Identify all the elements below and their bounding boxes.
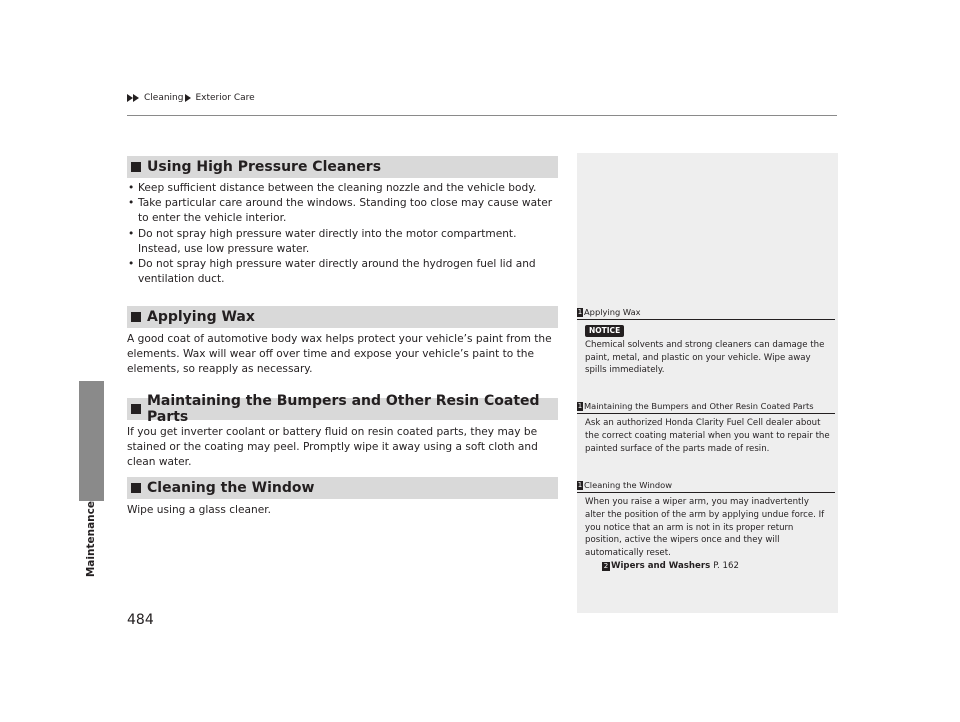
section-heading-bumpers [127, 393, 558, 425]
note-marker-icon: 1 [577, 307, 583, 316]
window-paragraph: Wipe using a glass cleaner. [127, 504, 271, 516]
list-item: • Take particular care around the windows. Standing too close may cause water to enter the vehicle interior. [127, 196, 559, 226]
note-title-row [577, 479, 835, 492]
wax-paragraph-block [127, 332, 559, 378]
note-cleaning-window [577, 479, 835, 571]
breadcrumb [127, 93, 255, 103]
section-title: Using High Pressure Cleaners [147, 159, 382, 175]
square-bullet-icon [131, 162, 141, 172]
notice-badge: NOTICE [585, 325, 624, 337]
note-text: Ask an authorized Honda Clarity Fuel Cell dealer about the correct coating material when you want to repair the painted surface of the parts made of resin. [585, 418, 830, 454]
square-bullet-icon [131, 404, 141, 414]
double-arrow-icon [127, 94, 141, 102]
window-paragraph-block [127, 503, 559, 518]
cross-reference-link[interactable] [585, 560, 830, 573]
section-title: Cleaning the Window [147, 480, 315, 496]
note-text: When you raise a wiper arm, you may inadvertently alter the position of the arm by applying undue force. If you notice that an arm is not in its proper return position, active the wipers once and they will automatically reset. [585, 497, 825, 559]
note-title: Cleaning the Window [584, 480, 672, 490]
chapter-tab [80, 501, 102, 601]
note-title-row [577, 306, 835, 319]
header-divider [127, 115, 837, 116]
note-divider [577, 319, 835, 320]
note-title: Maintaining the Bumpers and Other Resin Coated Parts [584, 401, 814, 411]
note-divider [577, 492, 835, 493]
arrow-right-icon [185, 94, 192, 102]
note-body [585, 417, 830, 455]
note-body [585, 496, 830, 573]
high-pressure-bullets [127, 181, 559, 287]
wax-paragraph: A good coat of automotive body wax helps protect your vehicle’s paint from the elements. Wax will wear off over time and expose your vehicle’s paint to the elements, so reapply as necessary. [127, 333, 552, 376]
section-heading-wax [127, 306, 558, 328]
cross-reference-label: Wipers and Washers [611, 560, 711, 571]
page-number: 484 [127, 612, 154, 628]
note-bumpers [577, 400, 835, 454]
note-applying-wax [577, 306, 835, 376]
note-title-row [577, 400, 835, 413]
square-bullet-icon [131, 312, 141, 322]
cross-reference-page: P. 162 [713, 560, 739, 571]
note-divider [577, 413, 835, 414]
list-item: • Keep sufficient distance between the cleaning nozzle and the vehicle body. [127, 181, 559, 196]
bumpers-paragraph: If you get inverter coolant or battery fluid on resin coated parts, they may be stained or the coating may peel. Promptly wipe it away using a soft cloth and clean water. [127, 426, 538, 469]
section-title: Applying Wax [147, 309, 255, 325]
note-marker-icon: 1 [577, 401, 583, 410]
breadcrumb-item-exterior-care[interactable]: Exterior Care [195, 93, 255, 103]
chapter-tab-marker [79, 381, 104, 501]
breadcrumb-item-cleaning[interactable]: Cleaning [144, 93, 184, 103]
section-title: Maintaining the Bumpers and Other Resin Coated Parts [147, 393, 540, 425]
list-item: • Do not spray high pressure water directly around the hydrogen fuel lid and ventilation duct. [127, 257, 559, 287]
list-item: • Do not spray high pressure water directly into the motor compartment. Instead, use low pressure water. [127, 227, 559, 257]
note-body [585, 325, 830, 377]
section-heading-high-pressure [127, 156, 558, 178]
cross-reference-icon: 2 [603, 561, 609, 570]
note-marker-icon: 1 [577, 480, 583, 489]
square-bullet-icon [131, 483, 141, 493]
section-heading-window [127, 477, 558, 499]
note-title: Applying Wax [584, 307, 641, 317]
note-text: Chemical solvents and strong cleaners can damage the paint, metal, and plastic on your vehicle. Wipe away spills immediately. [585, 339, 825, 376]
chapter-tab-label: Maintenance [85, 501, 97, 578]
bumpers-paragraph-block [127, 425, 559, 471]
